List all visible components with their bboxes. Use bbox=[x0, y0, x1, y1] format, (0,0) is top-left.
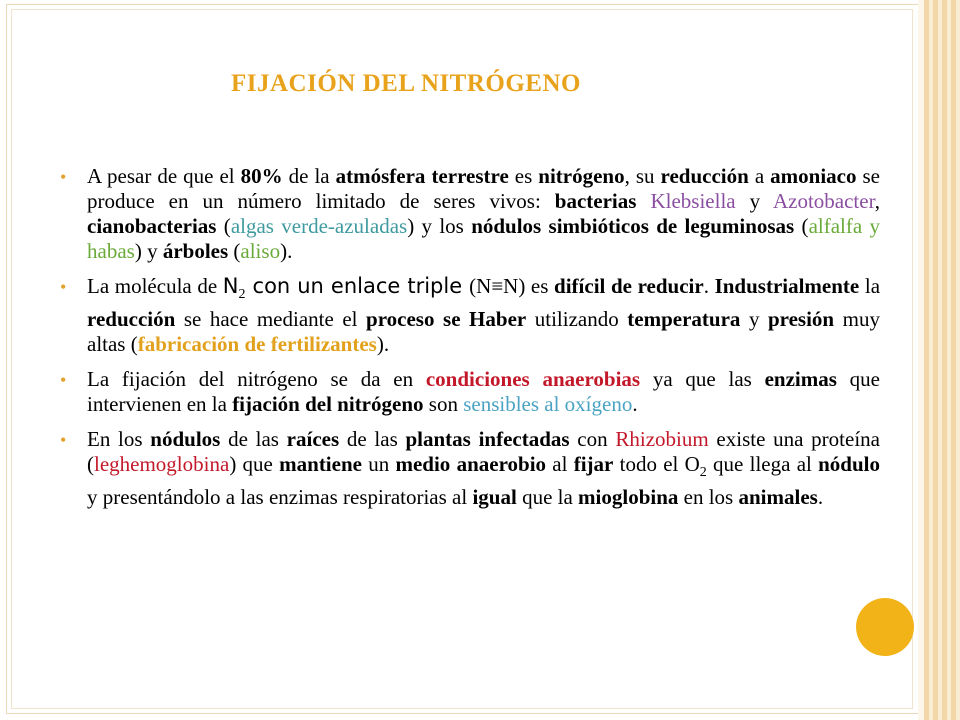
text-run: que llega al bbox=[706, 452, 819, 477]
text-run: ( bbox=[216, 214, 231, 238]
text-run: se produce en un número limitado de seres vivos: bbox=[87, 164, 880, 213]
text-run: , bbox=[874, 189, 880, 213]
text-run: enzimas bbox=[764, 367, 837, 392]
text-run: proceso se Haber bbox=[366, 307, 527, 332]
bullet-text bbox=[87, 164, 880, 264]
text-run: leghemoglobina bbox=[94, 452, 230, 477]
text-run: es bbox=[508, 164, 539, 188]
text-run: mantiene bbox=[279, 452, 362, 477]
text-run: 2 bbox=[238, 287, 246, 303]
text-run: sensibles al oxígeno bbox=[463, 392, 633, 417]
text-run: ) y bbox=[134, 239, 163, 263]
text-run: y bbox=[735, 189, 773, 213]
text-run: difícil de reducir bbox=[554, 274, 704, 298]
bullet-text bbox=[87, 427, 880, 510]
text-run: condiciones anaerobias bbox=[425, 367, 641, 392]
text-run: . bbox=[817, 485, 824, 510]
text-run: . bbox=[703, 274, 715, 298]
text-run: . bbox=[632, 392, 638, 417]
text-run: todo el O bbox=[613, 452, 700, 477]
text-run: es bbox=[525, 274, 555, 298]
text-run: La molécula de bbox=[87, 274, 223, 298]
text-run: cianobacterias bbox=[87, 214, 217, 238]
bullet-dot-icon: • bbox=[60, 277, 67, 297]
text-run: reducción bbox=[87, 307, 176, 332]
text-run: ) que bbox=[229, 452, 280, 477]
text-run: ( bbox=[794, 214, 809, 238]
text-run: un bbox=[361, 452, 396, 477]
text-run: son bbox=[423, 392, 464, 417]
text-run: utilizando bbox=[526, 307, 628, 332]
text-run: infectadas bbox=[478, 427, 570, 452]
text-run: Rhizobium bbox=[615, 427, 709, 452]
text-run: de las bbox=[339, 427, 406, 452]
text-run: medio anaerobio bbox=[395, 452, 547, 477]
bullet-dot-icon: • bbox=[60, 167, 67, 187]
bullet-item-3 bbox=[58, 367, 880, 417]
text-run: bacterias bbox=[554, 189, 637, 213]
text-run: a bbox=[748, 164, 771, 188]
text-run: Klebsiella bbox=[650, 189, 736, 213]
text-run: ). bbox=[376, 332, 390, 357]
bullet-item-1 bbox=[58, 164, 880, 264]
text-run: , su bbox=[624, 164, 661, 188]
slide-title: FIJACIÓN DEL NITRÓGENO bbox=[231, 70, 581, 97]
bullet-dot-icon: • bbox=[60, 370, 67, 391]
bullet-item-2 bbox=[58, 274, 880, 357]
text-run: 80% bbox=[240, 164, 283, 188]
text-run: aliso bbox=[240, 239, 281, 263]
decorative-stripes bbox=[924, 0, 960, 720]
text-run: fabricación de fertilizantes bbox=[137, 332, 377, 357]
text-run: y bbox=[740, 307, 768, 332]
text-run: 2 bbox=[699, 465, 707, 481]
text-run: existe una proteína ( bbox=[87, 427, 880, 477]
text-run: ). bbox=[280, 239, 293, 263]
text-run: nitrógeno bbox=[538, 164, 625, 188]
text-run: con un enlace triple bbox=[245, 274, 470, 298]
text-run: la bbox=[859, 274, 881, 298]
text-run: nódulo bbox=[818, 452, 880, 477]
bullet-text bbox=[87, 274, 880, 357]
text-run: animales bbox=[738, 485, 818, 510]
text-run: plantas bbox=[405, 427, 471, 452]
text-run: y presentándolo a las enzimas respiratorias al bbox=[87, 485, 473, 510]
text-run: ( bbox=[228, 239, 241, 263]
text-run: amoniaco bbox=[770, 164, 857, 188]
text-run: al bbox=[546, 452, 574, 477]
text-run: temperatura bbox=[627, 307, 741, 332]
text-run: se hace mediante el bbox=[175, 307, 367, 332]
bullet-item-4 bbox=[58, 427, 880, 510]
bullet-list bbox=[58, 164, 880, 520]
text-run: La fijación del nitrógeno se da en bbox=[87, 367, 426, 392]
text-run bbox=[471, 427, 479, 451]
text-run: fijación del nitrógeno bbox=[232, 392, 424, 417]
text-run: En los bbox=[87, 427, 151, 452]
text-run bbox=[636, 189, 650, 213]
text-run: reducción bbox=[660, 164, 749, 188]
bullet-dot-icon: • bbox=[60, 430, 67, 451]
text-run: atmósfera terrestre bbox=[335, 164, 509, 188]
text-run: N bbox=[222, 274, 239, 298]
text-run: Industrialmente bbox=[714, 274, 860, 298]
text-run: nódulos bbox=[150, 427, 221, 452]
text-run: que la bbox=[516, 485, 579, 510]
text-run: raíces bbox=[286, 427, 340, 452]
text-run: ) y los bbox=[407, 214, 472, 238]
text-run: presión bbox=[767, 307, 835, 332]
text-run: árboles bbox=[162, 239, 229, 263]
text-run: con bbox=[569, 427, 616, 452]
text-run: ya que las bbox=[640, 367, 765, 392]
text-run: igual bbox=[472, 485, 517, 510]
text-run: Azotobacter bbox=[772, 189, 875, 213]
text-run: de las bbox=[220, 427, 287, 452]
text-run: alfalfa y habas bbox=[87, 214, 881, 263]
text-run: muy altas ( bbox=[87, 307, 880, 357]
text-run: A pesar de que el bbox=[87, 164, 241, 188]
text-run: en los bbox=[678, 485, 739, 510]
text-run: fijar bbox=[573, 452, 614, 477]
text-run: algas verde-azuladas bbox=[230, 214, 408, 238]
text-run: nódulos simbióticos de leguminosas bbox=[471, 214, 795, 238]
text-run: (N≡N) bbox=[469, 274, 526, 298]
bullet-text bbox=[87, 367, 880, 417]
text-run: que intervienen en la bbox=[87, 367, 880, 417]
orange-circle-icon bbox=[856, 598, 914, 656]
text-run: de la bbox=[282, 164, 336, 188]
text-run: mioglobina bbox=[578, 485, 679, 510]
